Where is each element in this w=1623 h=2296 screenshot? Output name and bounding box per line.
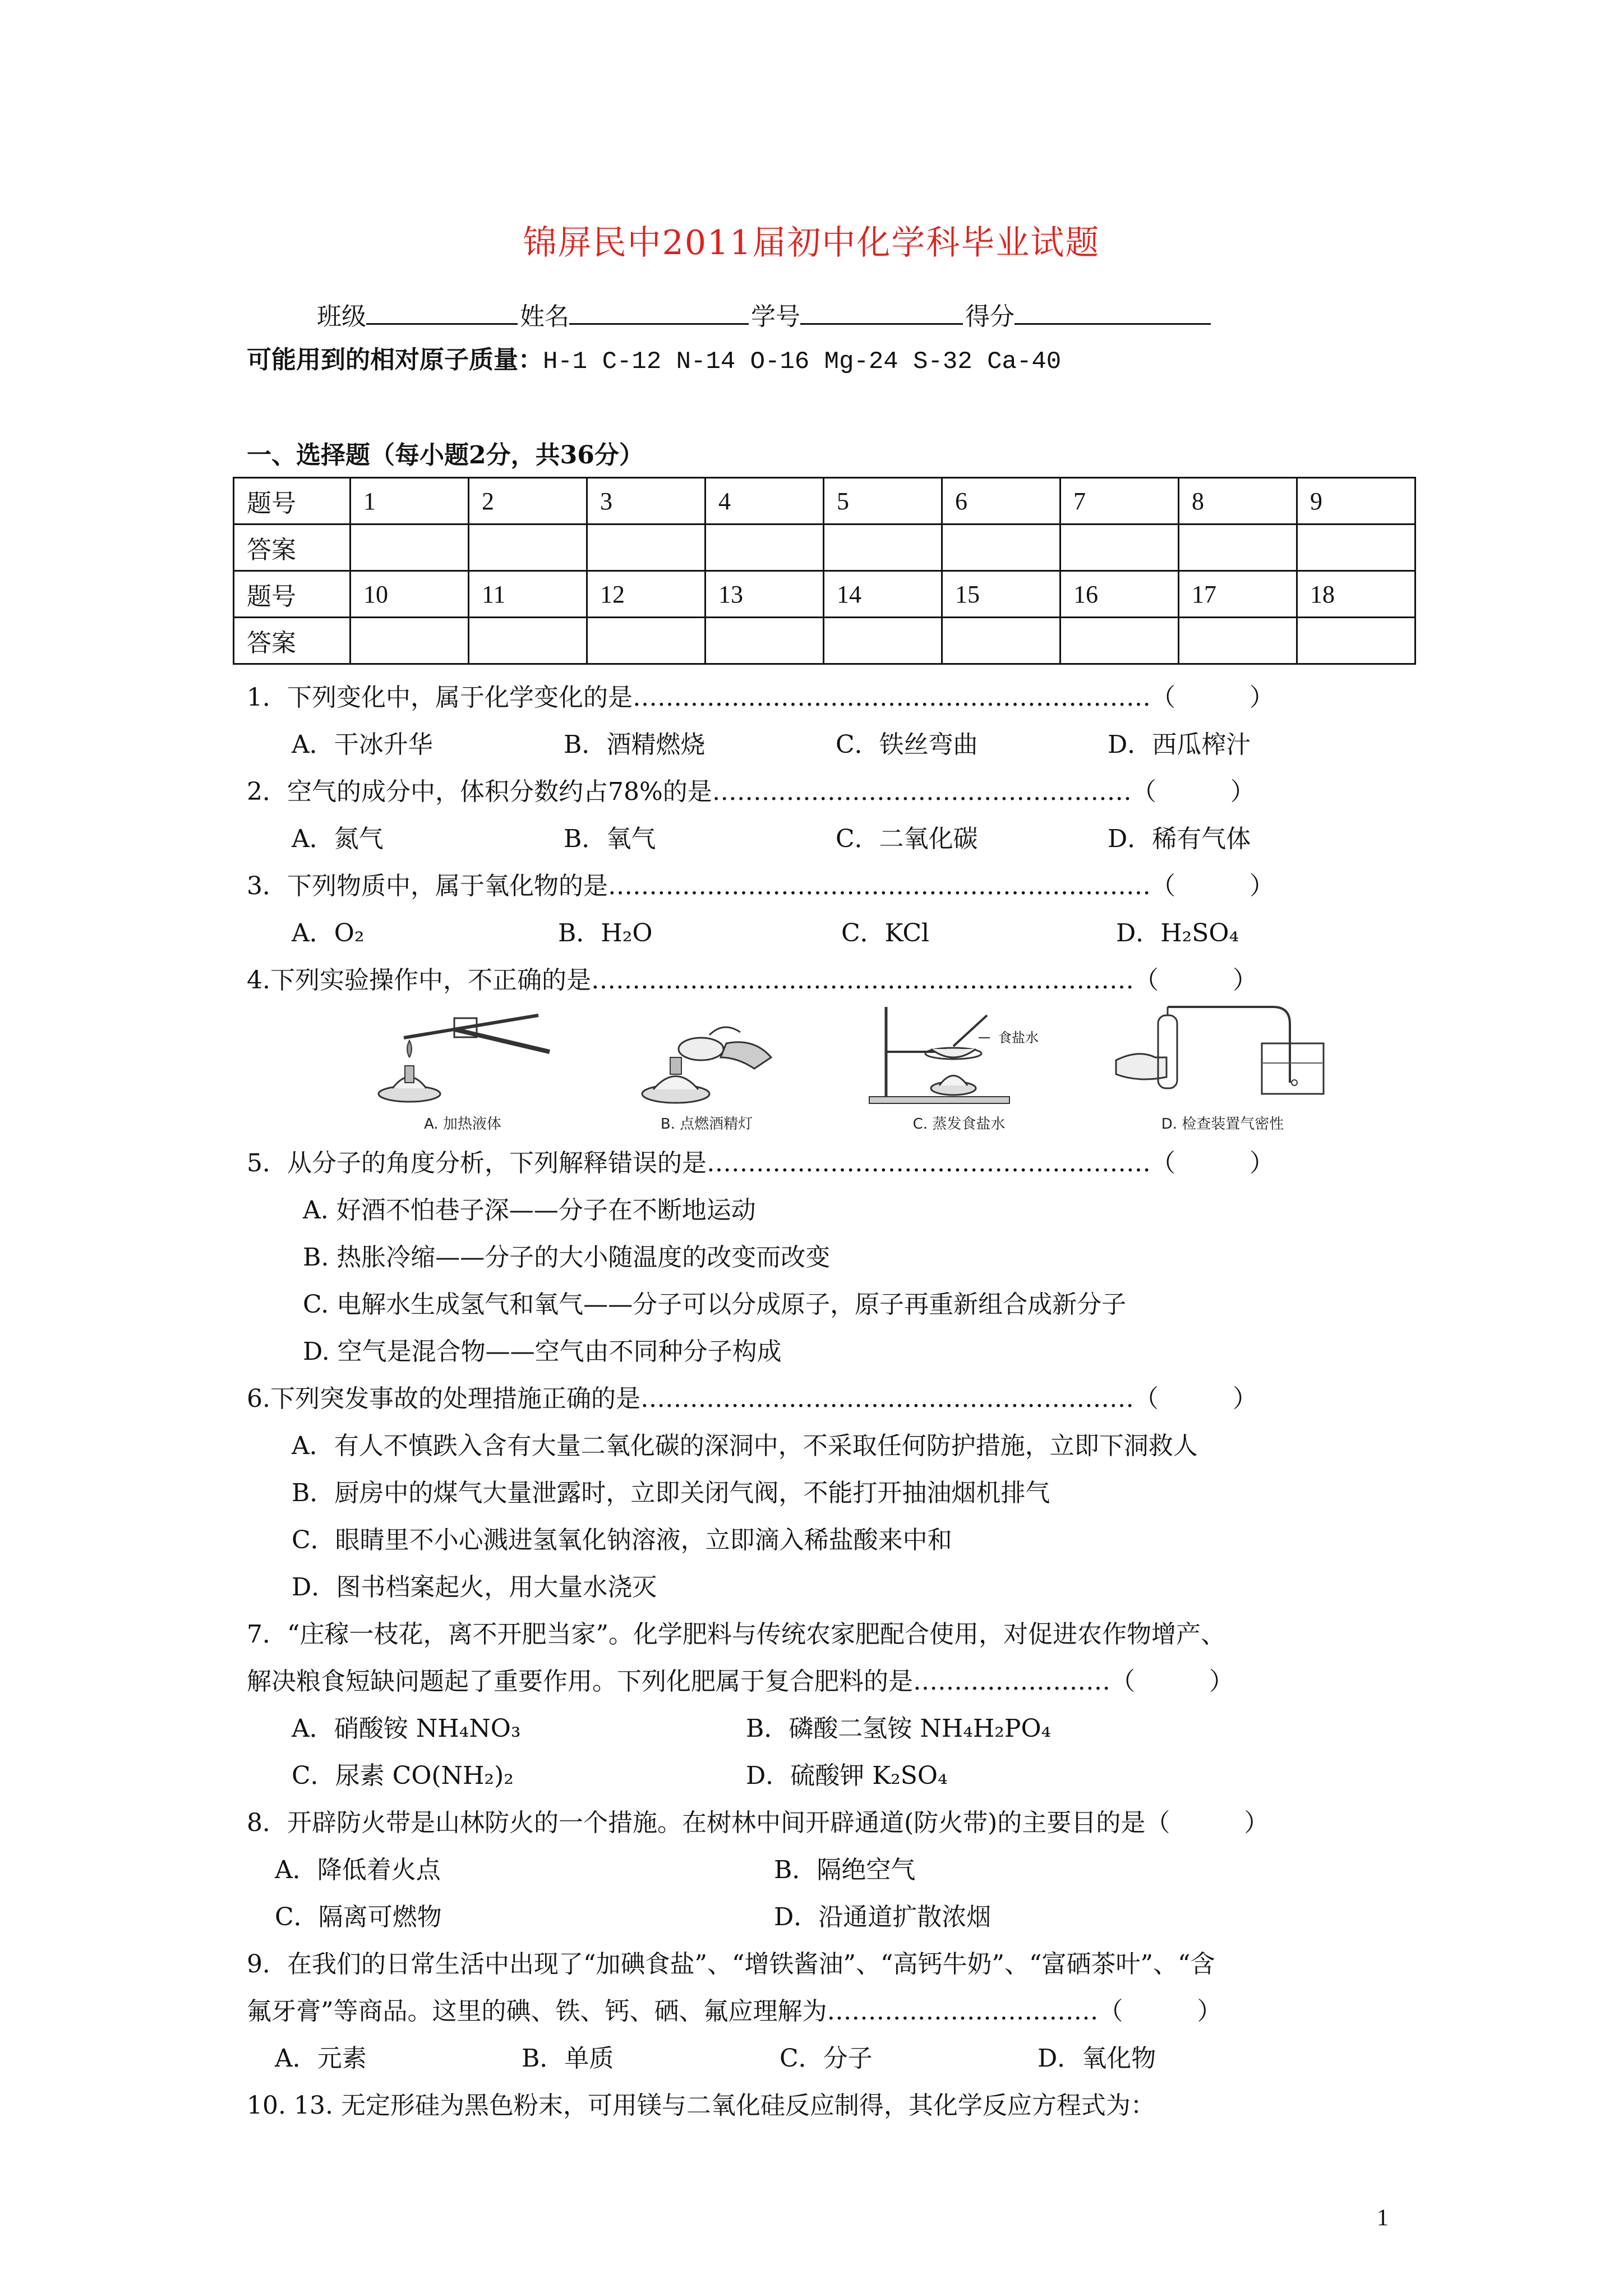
- answer-table-row: [234, 618, 1415, 664]
- question-number-cell: 12: [587, 571, 706, 618]
- figure-d-caption: D. 检查装置气密性: [1161, 1116, 1284, 1133]
- name-field[interactable]: [569, 297, 749, 325]
- question-1-option-b: B．酒精燃烧: [564, 730, 706, 759]
- airtightness-check-icon: [1105, 1004, 1340, 1111]
- figure-b: [625, 1004, 788, 1133]
- heating-liquid-icon: [370, 1004, 555, 1111]
- figure-d: [1105, 1004, 1340, 1133]
- answer-table-row-header: 答案: [234, 524, 351, 571]
- id-field[interactable]: [800, 297, 963, 325]
- figure-c-label: 食盐水: [998, 1030, 1039, 1046]
- question-8-option-b: B．隔绝空气: [774, 1856, 916, 1884]
- question-number-cell: 4: [706, 478, 824, 524]
- question-2-option-a: A．氮气: [292, 825, 384, 853]
- question-3-option-a: A．O₂: [292, 919, 365, 947]
- question-9-option-b: B．单质: [522, 2044, 614, 2073]
- question-8-option-a: A．降低着火点: [275, 1856, 441, 1884]
- question-1-option-a: A．干冰升华: [292, 730, 433, 759]
- question-1-option-c: C．铁丝弯曲: [836, 730, 978, 759]
- question-number-cell: 18: [1297, 571, 1415, 618]
- question-number-cell: 1: [351, 478, 469, 524]
- answer-cell[interactable]: [706, 618, 824, 664]
- question-number-cell: 17: [1179, 571, 1297, 618]
- answer-cell[interactable]: [1297, 524, 1415, 571]
- answer-cell[interactable]: [587, 618, 706, 664]
- question-9-stem-line1: 9．在我们的日常生活中出现了“加碘食盐”、“增铁酱油”、“高钙牛奶”、“富硒茶叶”、“含: [247, 1950, 1215, 1978]
- question-1-stem: 1．下列变化中，属于化学变化的是………………………………………………………（ ）: [247, 683, 1274, 712]
- figure-c: [858, 1004, 1060, 1133]
- atomic-masses-values: H-1 C-12 N-14 O-16 Mg-24 S-32 Ca-40: [543, 348, 1062, 376]
- question-5-option-d: D. 空气是混合物——空气由不同种分子构成: [303, 1337, 782, 1366]
- question-7-stem-line2: 解决粮食短缺问题起了重要作用。下列化肥属于复合肥料的是……………………（ ）: [247, 1667, 1234, 1696]
- question-2-option-d: D．稀有气体: [1108, 825, 1251, 853]
- question-7-option-d: D．硫酸钾 K₂SO₄: [746, 1761, 948, 1790]
- question-number-cell: 10: [351, 571, 469, 618]
- question-7-option-c: C．尿素 CO(NH₂)₂: [292, 1761, 514, 1790]
- answer-cell[interactable]: [1179, 618, 1297, 664]
- answer-cell[interactable]: [942, 524, 1061, 571]
- question-3-option-d: D．H₂SO₄: [1116, 919, 1239, 947]
- question-9-stem-line2: 氟牙膏”等商品。这里的碘、铁、钙、硒、氟应理解为……………………………（ ）: [247, 1997, 1222, 2026]
- question-8-option-c: C．隔离可燃物: [275, 1903, 442, 1931]
- question-8-option-d: D．沿通道扩散浓烟: [774, 1903, 992, 1931]
- class-label: 班级: [317, 302, 366, 331]
- score-field[interactable]: [1015, 297, 1211, 325]
- figure-b-caption: B. 点燃酒精灯: [660, 1116, 753, 1133]
- question-5-option-a: A. 好酒不怕巷子深——分子在不断地运动: [303, 1196, 756, 1225]
- question-number-cell: 14: [824, 571, 942, 618]
- question-number-cell: 7: [1061, 478, 1179, 524]
- answer-table-row: [234, 571, 1415, 618]
- class-field[interactable]: [366, 297, 518, 325]
- question-8-stem: 8．开辟防火带是山林防火的一个措施。在树林中间开辟通道(防火带)的主要目的是（ ）: [247, 1809, 1269, 1837]
- question-number-cell: 16: [1061, 571, 1179, 618]
- alcohol-lamp-icon: [625, 1004, 788, 1111]
- question-4-stem: 4.下列实验操作中，不正确的是…………………………………………………………（ ）: [247, 966, 1257, 995]
- question-number-cell: 3: [587, 478, 706, 524]
- answer-cell[interactable]: [469, 618, 587, 664]
- answer-table-row: [234, 478, 1415, 524]
- question-7-stem-line1: 7．“庄稼一枝花，离不开肥当家”。化学肥料与传统农家肥配合使用，对促进农作物增产、: [247, 1620, 1225, 1649]
- question-5-option-c: C. 电解水生成氢气和氧气——分子可以分成原子，原子再重新组合成新分子: [303, 1290, 1127, 1319]
- answer-table-row-header: 答案: [234, 618, 351, 664]
- question-6-option-a: A．有人不慎跌入含有大量二氧化碳的深洞中，不采取任何防护措施，立即下洞救人: [292, 1432, 1198, 1460]
- question-number-cell: 8: [1179, 478, 1297, 524]
- question-9-option-d: D．氧化物: [1038, 2044, 1156, 2073]
- answer-table: [233, 477, 1416, 665]
- question-5-stem: 5．从分子的角度分析，下列解释错误的是………………………………………………（ ）: [247, 1149, 1274, 1177]
- answer-table-row-header: 题号: [234, 478, 351, 524]
- question-6-option-d: D．图书档案起火，用大量水浇灭: [292, 1573, 657, 1602]
- answer-cell[interactable]: [942, 618, 1061, 664]
- score-label: 得分: [965, 302, 1015, 331]
- question-3-option-c: C．KCl: [841, 919, 930, 947]
- question-6-stem: 6.下列突发事故的处理措施正确的是……………………………………………………（ ）: [247, 1384, 1257, 1413]
- answer-cell[interactable]: [1061, 618, 1179, 664]
- answer-cell[interactable]: [824, 524, 942, 571]
- question-7-option-a: A．硝酸铵 NH₄NO₃: [292, 1714, 521, 1743]
- page-number: 1: [1377, 2205, 1389, 2231]
- question-9-option-c: C．分子: [780, 2044, 873, 2073]
- question-6-option-b: B．厨房中的煤气大量泄露时，立即关闭气阀，不能打开抽油烟机排气: [292, 1479, 1050, 1507]
- answer-cell[interactable]: [351, 524, 469, 571]
- question-number-cell: 5: [824, 478, 942, 524]
- question-6-option-c: C．眼睛里不小心溅进氢氧化钠溶液，立即滴入稀盐酸来中和: [292, 1526, 952, 1554]
- question-3-stem: 3．下列物质中，属于氧化物的是…………………………………………………………（ ）: [247, 872, 1274, 900]
- figure-a-caption: A. 加热液体: [424, 1116, 501, 1133]
- answer-table-row-header: 题号: [234, 571, 351, 618]
- answer-cell[interactable]: [587, 524, 706, 571]
- question-number-cell: 9: [1297, 478, 1415, 524]
- question-4-figures: [370, 1004, 1402, 1133]
- question-number-cell: 13: [706, 571, 824, 618]
- question-1-option-d: D．西瓜榨汁: [1108, 730, 1251, 759]
- answer-cell[interactable]: [824, 618, 942, 664]
- question-2-option-c: C．二氧化碳: [836, 825, 978, 853]
- evaporation-icon: [858, 1004, 1060, 1111]
- atomic-masses: [247, 344, 1061, 378]
- answer-table-row: [234, 524, 1415, 571]
- answer-cell[interactable]: [469, 524, 587, 571]
- question-number-cell: 2: [469, 478, 587, 524]
- atomic-masses-label: 可能用到的相对原子质量：: [247, 346, 543, 374]
- name-label: 姓名: [520, 302, 569, 331]
- answer-cell[interactable]: [1061, 524, 1179, 571]
- id-label: 学号: [751, 302, 800, 331]
- question-2-stem: 2．空气的成分中，体积分数约占78%的是……………………………………………（ ）: [247, 777, 1255, 806]
- question-7-option-b: B．磷酸二氢铵 NH₄H₂PO₄: [746, 1714, 1052, 1743]
- question-number-cell: 15: [942, 571, 1061, 618]
- question-5-option-b: B. 热胀冷缩——分子的大小随温度的改变而改变: [303, 1243, 831, 1272]
- exam-title: 锦屏民中2011届初中化学科毕业试题: [523, 223, 1100, 263]
- answer-cell[interactable]: [706, 524, 824, 571]
- answer-cell[interactable]: [351, 618, 469, 664]
- question-number-cell: 11: [469, 571, 587, 618]
- question-3-option-b: B．H₂O: [558, 919, 653, 947]
- section-heading: 一、选择题（每小题2分，共36分）: [247, 441, 644, 470]
- question-9-option-a: A．元素: [275, 2044, 367, 2073]
- question-number-cell: 6: [942, 478, 1061, 524]
- student-info-line: [317, 297, 1213, 333]
- answer-cell[interactable]: [1179, 524, 1297, 571]
- question-10-stem: 10. 13. 无定形硅为黑色粉末，可用镁与二氧化硅反应制得，其化学反应方程式为：: [247, 2091, 1155, 2120]
- figure-a: [370, 1004, 555, 1133]
- figure-c-caption: C. 蒸发食盐水: [912, 1116, 1006, 1133]
- question-2-option-b: B．氧气: [564, 825, 656, 853]
- answer-cell[interactable]: [1297, 618, 1415, 664]
